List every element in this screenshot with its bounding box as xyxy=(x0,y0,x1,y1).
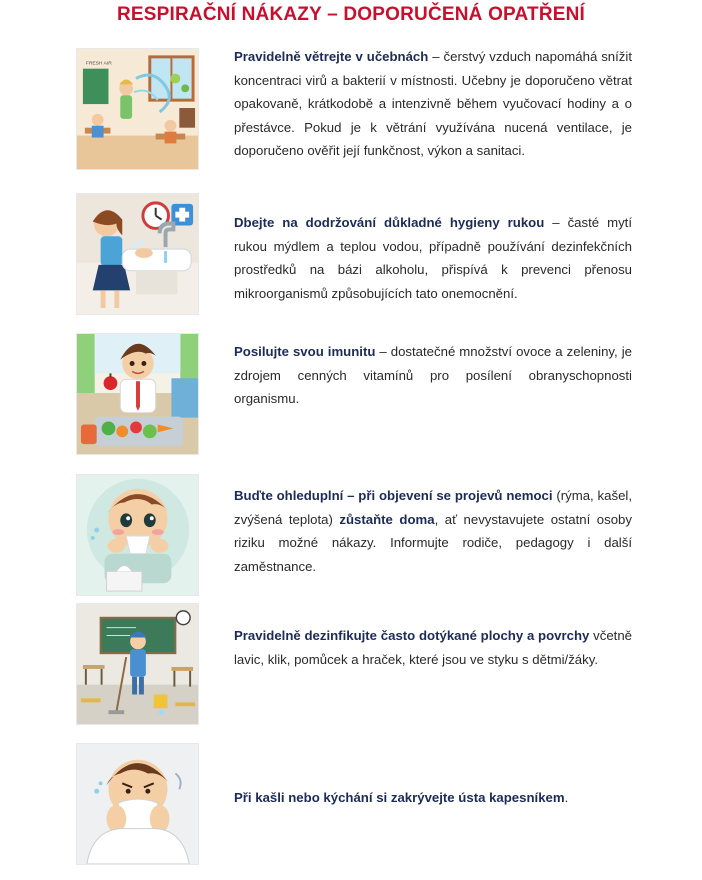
recommendation-body: – časté mytí rukou mýdlem a teplou vodou, případně používání dezinfekčních prostředků na bázi alkoholu, přispívá k prevenci přenosu mikroorganismů způsobujících tato onemocnění. xyxy=(234,215,632,301)
recommendation-text xyxy=(234,211,632,305)
cough-tissue-image xyxy=(77,744,198,864)
recommendation-text xyxy=(234,624,632,671)
recommendation-body-continued: , ať nevystavujete ostatní osoby riziku možné nákazy. Informujte rodiče, pedagogy i další zaměstnance. xyxy=(234,511,632,574)
recommendation-body: včetně lavic, klik, pomůcek a hraček, které jsou ve styku s dětmi/žáky. xyxy=(234,628,632,667)
classroom-disinfection-image xyxy=(77,604,198,724)
recommendation-heading: Pravidelně dezinfikujte často dotýkané plochy a povrchy xyxy=(234,628,590,643)
cough-into-tissue-illustration xyxy=(76,743,199,865)
classroom-disinfection-illustration xyxy=(76,603,199,725)
healthy-food-image xyxy=(77,334,198,454)
sick-child-with-tissue-illustration xyxy=(76,474,199,596)
handwashing-image xyxy=(77,194,198,314)
fresh-air-sign: FRESH AIR xyxy=(85,61,112,67)
recommendation-text xyxy=(234,45,632,163)
sick-child-image xyxy=(77,475,198,595)
recommendation-heading: Buďte ohleduplní – při objevení se projevů nemoci xyxy=(234,488,553,503)
healthy-food-immunity-illustration xyxy=(76,333,199,455)
recommendation-text xyxy=(234,340,632,411)
recommendation-heading: Pravidelně větrejte v učebnách xyxy=(234,49,429,64)
classroom-ventilation-image xyxy=(77,49,198,169)
handwashing-illustration xyxy=(76,193,199,315)
recommendation-body: . xyxy=(564,790,569,805)
recommendation-emphasis: zůstaňte doma xyxy=(339,511,435,527)
recommendation-heading: Posilujte svou imunitu xyxy=(234,344,376,359)
recommendation-body: – čerstvý vzduch napomáhá snížit koncentraci virů a bakterií v místnosti. Učebny je doporučeno větrat opakovaně, krátkodobě a intenzivně během vyučovací hodiny a o přestávce. Pokud je k větrání využívána nucená ventilace, je doporučeno ověřit její funkčnost, výkon a sanitaci. xyxy=(234,49,632,158)
recommendation-heading: Při kašli nebo kýchání si zakrývejte ústa kapesníkem xyxy=(234,790,565,805)
page-title: RESPIRAČNÍ NÁKAZY – DOPORUČENÁ OPATŘENÍ xyxy=(116,4,586,25)
recommendation-heading: Dbejte na dodržování důkladné hygieny rukou xyxy=(234,215,545,230)
recommendation-text xyxy=(234,484,632,578)
recommendation-text xyxy=(234,786,632,810)
recommendation-body: – dostatečné množství ovoce a zeleniny, je zdrojem cenných vitamínů pro posílení obranyschopnosti organismu. xyxy=(234,344,632,406)
recommendation-body: (rýma, kašel, zvýšená teplota) xyxy=(234,488,632,527)
classroom-ventilation-illustration xyxy=(76,48,199,170)
